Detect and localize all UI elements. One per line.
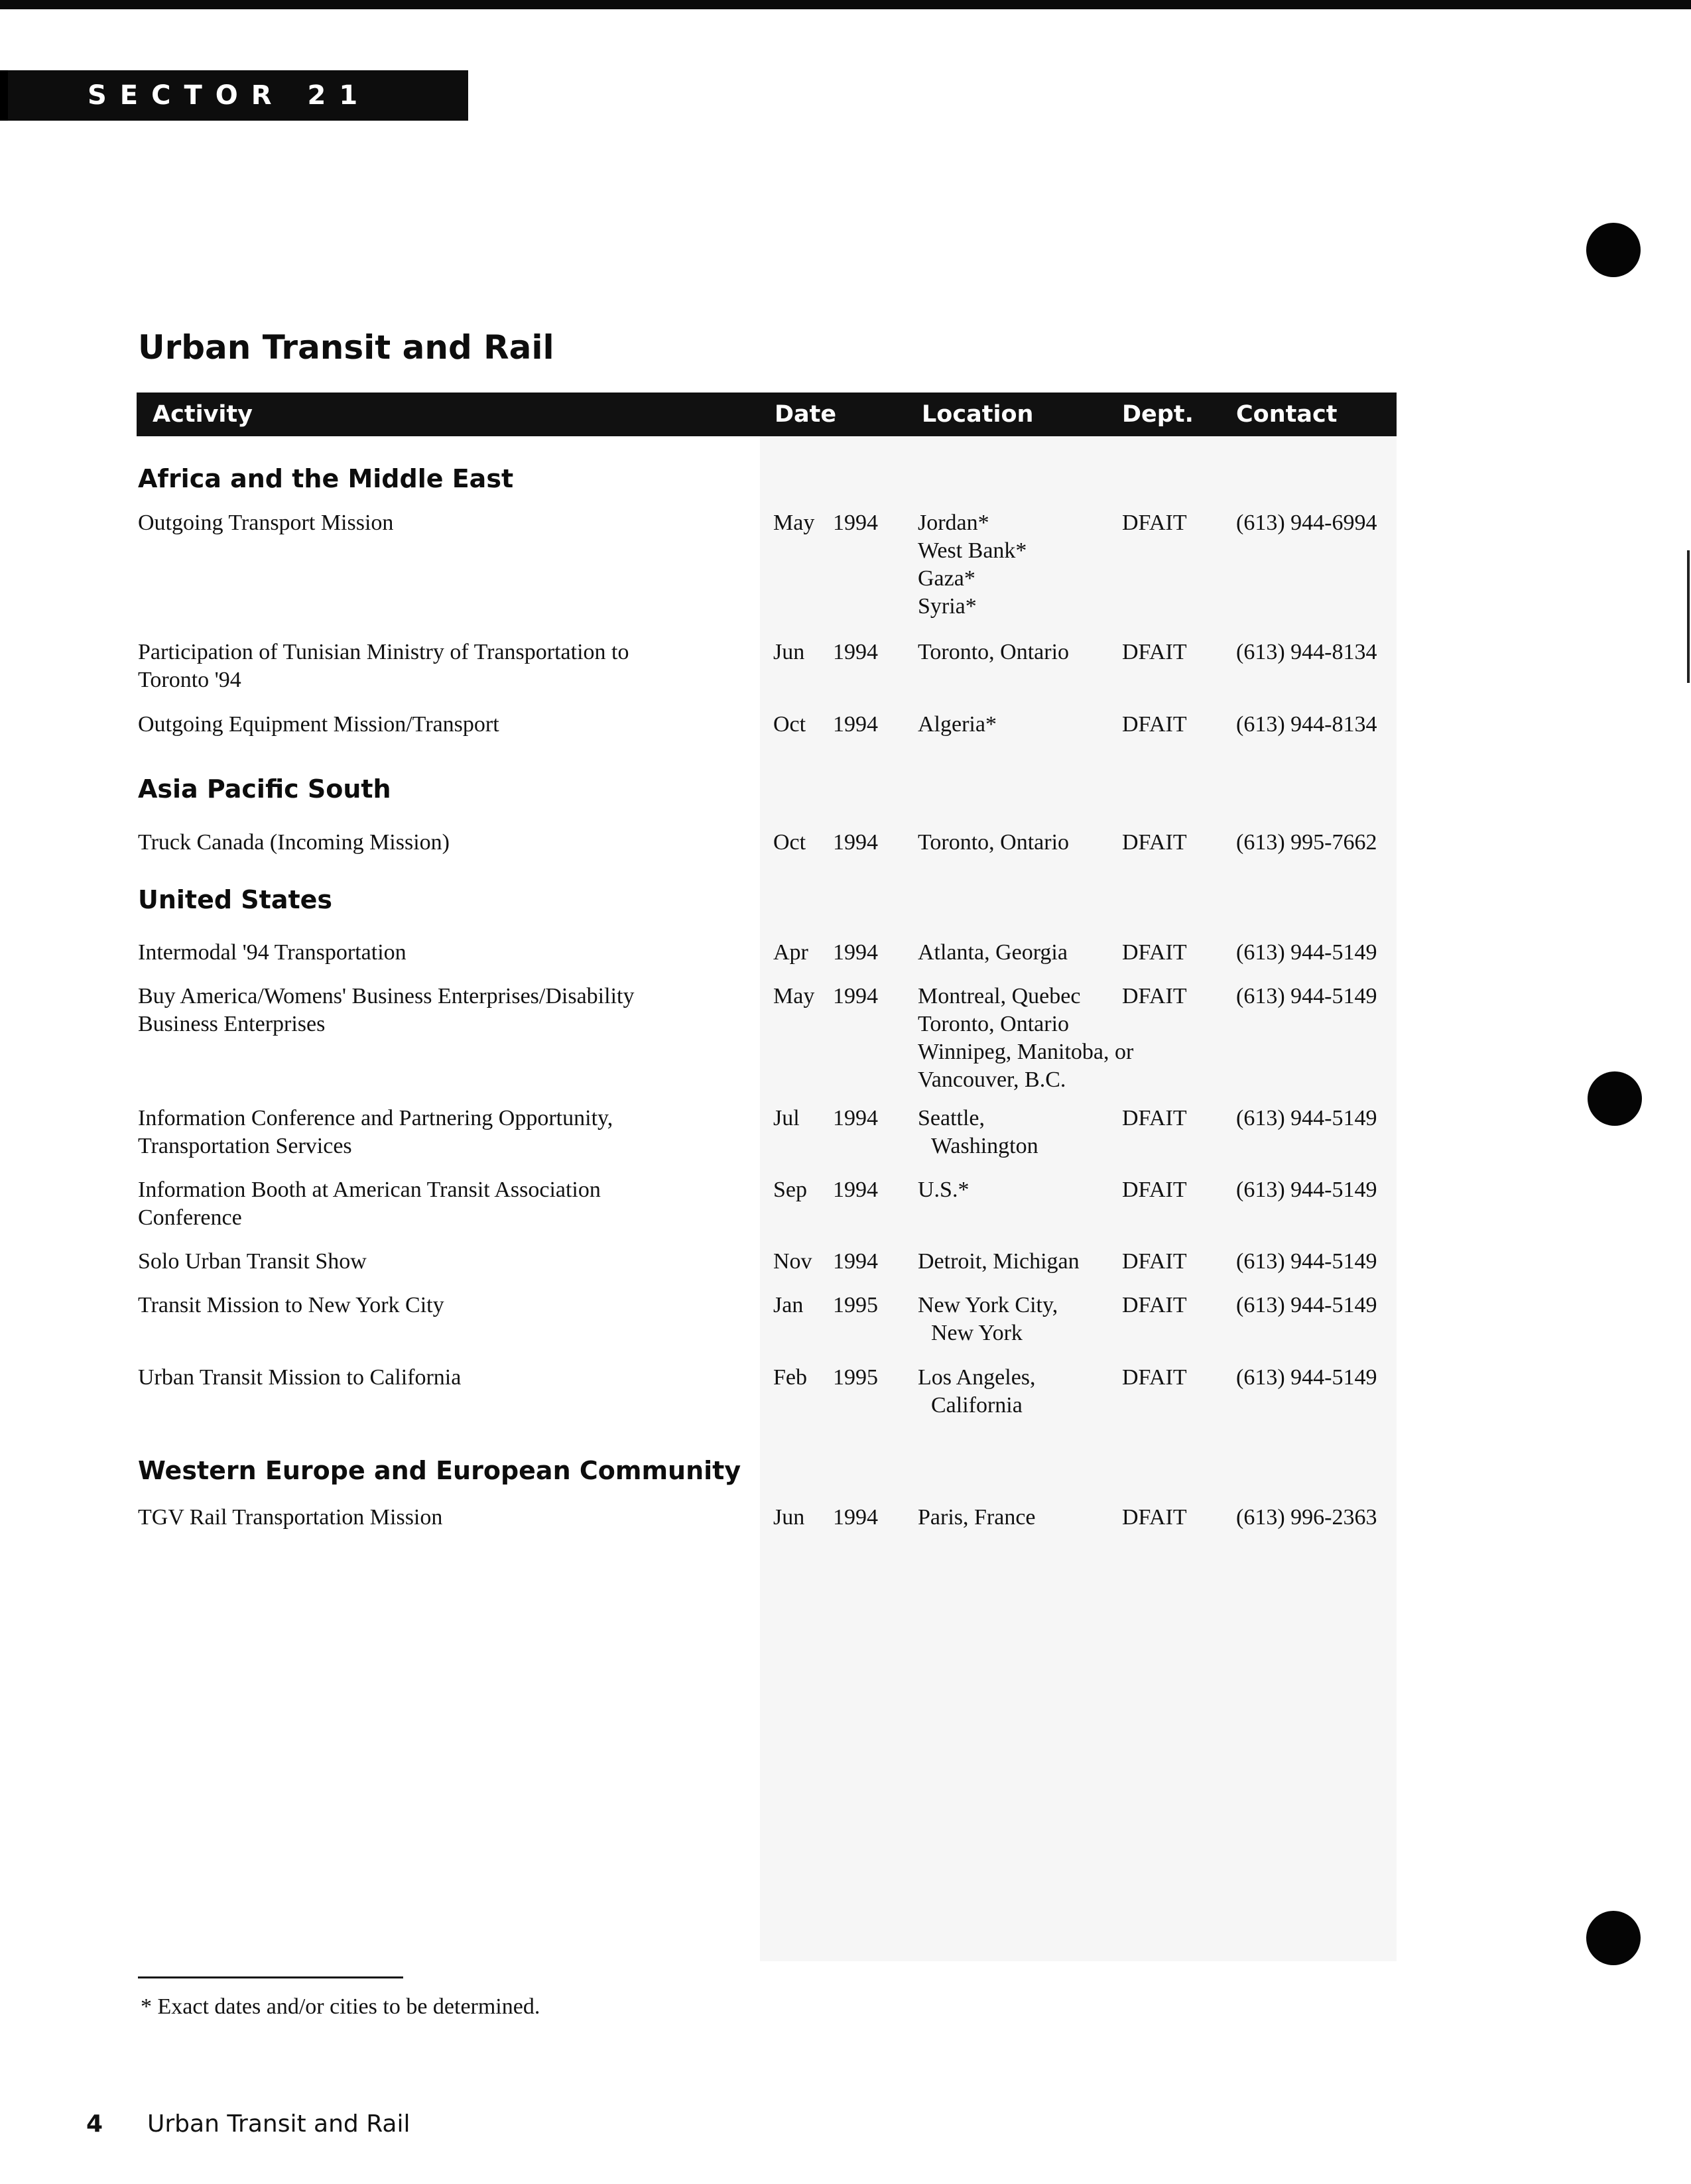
date-year-cell: 1994 [833, 1178, 878, 1202]
dept-cell: DFAIT [1122, 511, 1187, 535]
location-cell: Seattle, [918, 1106, 985, 1130]
edge-mark [1687, 550, 1690, 683]
binder-hole-icon [1586, 223, 1641, 277]
date-month-cell: Feb [773, 1365, 807, 1390]
activity-cell: Truck Canada (Incoming Mission) [138, 830, 450, 855]
activity-cell: Outgoing Equipment Mission/Transport [138, 712, 499, 737]
contact-cell: (613) 995-7662 [1236, 830, 1377, 855]
location-cell: Toronto, Ontario [918, 640, 1070, 664]
date-month-cell: Nov [773, 1249, 812, 1274]
date-month-cell: Sep [773, 1178, 807, 1202]
activity-cell: Business Enterprises [138, 1012, 326, 1036]
date-year-cell: 1994 [833, 940, 878, 965]
date-month-cell: Oct [773, 712, 806, 737]
location-cell: Winnipeg, Manitoba, or [918, 1040, 1134, 1064]
location-cell: Washington [931, 1134, 1038, 1158]
location-cell: Algeria* [918, 712, 997, 737]
location-cell: Detroit, Michigan [918, 1249, 1080, 1274]
location-cell: New York [931, 1321, 1023, 1345]
dept-cell: DFAIT [1122, 1178, 1187, 1202]
location-cell: Vancouver, B.C. [918, 1067, 1066, 1092]
activity-cell: Toronto '94 [138, 668, 241, 692]
date-month-cell: May [773, 984, 815, 1008]
activity-cell: Intermodal '94 Transportation [138, 940, 407, 965]
dept-cell: DFAIT [1122, 1106, 1187, 1130]
contact-cell: (613) 944-5149 [1236, 1365, 1377, 1390]
column-header-contact: Contact [1236, 401, 1338, 428]
activity-cell: TGV Rail Transportation Mission [138, 1505, 443, 1530]
location-cell: Jordan* [918, 511, 989, 535]
date-month-cell: Jan [773, 1293, 804, 1317]
activity-cell: Outgoing Transport Mission [138, 511, 394, 535]
date-year-cell: 1994 [833, 984, 878, 1008]
date-year-cell: 1994 [833, 712, 878, 737]
page-title: Urban Transit and Rail [138, 328, 554, 367]
location-cell: Toronto, Ontario [918, 1012, 1070, 1036]
activity-cell: Participation of Tunisian Ministry of Transportation to [138, 640, 629, 664]
activity-cell: Conference [138, 1205, 242, 1230]
running-title: Urban Transit and Rail [147, 2110, 410, 2138]
location-cell: New York City, [918, 1293, 1058, 1317]
activity-cell: Urban Transit Mission to California [138, 1365, 462, 1390]
dept-cell: DFAIT [1122, 640, 1187, 664]
date-year-cell: 1994 [833, 1505, 878, 1530]
location-cell: Paris, France [918, 1505, 1036, 1530]
location-cell: Atlanta, Georgia [918, 940, 1068, 965]
date-month-cell: May [773, 511, 815, 535]
left-edge-mark [0, 70, 8, 121]
section-heading: Western Europe and European Community [138, 1456, 741, 1485]
location-cell: Los Angeles, [918, 1365, 1036, 1390]
activity-cell: Transportation Services [138, 1134, 352, 1158]
contact-cell: (613) 944-5149 [1236, 1106, 1377, 1130]
activity-cell: Information Conference and Partnering Opportunity, [138, 1106, 613, 1130]
binder-hole-icon [1588, 1071, 1642, 1126]
dept-cell: DFAIT [1122, 1293, 1187, 1317]
location-cell: West Bank* [918, 538, 1027, 563]
date-year-cell: 1995 [833, 1293, 878, 1317]
table-header [137, 393, 1397, 436]
date-year-cell: 1995 [833, 1365, 878, 1390]
location-cell: Montreal, Quebec [918, 984, 1081, 1008]
footnote-rule [138, 1976, 403, 1978]
date-month-cell: Apr [773, 940, 808, 965]
location-cell: Syria* [918, 594, 977, 619]
contact-cell: (613) 944-5149 [1236, 1178, 1377, 1202]
top-rule [0, 0, 1691, 9]
dept-cell: DFAIT [1122, 1505, 1187, 1530]
location-cell: Gaza* [918, 566, 975, 591]
location-cell: U.S.* [918, 1178, 970, 1202]
date-month-cell: Jun [773, 1505, 805, 1530]
date-month-cell: Jun [773, 640, 805, 664]
footnote: * Exact dates and/or cities to be determined. [141, 1994, 540, 2019]
date-year-cell: 1994 [833, 830, 878, 855]
activity-cell: Solo Urban Transit Show [138, 1249, 367, 1274]
section-heading: Asia Pacific South [138, 774, 391, 804]
date-year-cell: 1994 [833, 1106, 878, 1130]
activity-cell: Transit Mission to New York City [138, 1293, 444, 1317]
section-heading: United States [138, 885, 333, 914]
sector-label: SECTOR 21 [0, 70, 468, 121]
column-header-location: Location [922, 401, 1034, 428]
dept-cell: DFAIT [1122, 830, 1187, 855]
date-year-cell: 1994 [833, 511, 878, 535]
activity-cell: Buy America/Womens' Business Enterprises/Disability [138, 984, 635, 1008]
date-year-cell: 1994 [833, 640, 878, 664]
activity-cell: Information Booth at American Transit Association [138, 1178, 601, 1202]
page-number: 4 [86, 2110, 103, 2138]
contact-cell: (613) 944-5149 [1236, 1293, 1377, 1317]
dept-cell: DFAIT [1122, 1365, 1187, 1390]
contact-cell: (613) 944-5149 [1236, 984, 1377, 1008]
binder-hole-icon [1586, 1911, 1641, 1965]
location-cell: Toronto, Ontario [918, 830, 1070, 855]
contact-cell: (613) 996-2363 [1236, 1505, 1377, 1530]
location-cell: California [931, 1393, 1023, 1418]
dept-cell: DFAIT [1122, 940, 1187, 965]
dept-cell: DFAIT [1122, 1249, 1187, 1274]
contact-cell: (613) 944-6994 [1236, 511, 1377, 535]
contact-cell: (613) 944-5149 [1236, 1249, 1377, 1274]
contact-cell: (613) 944-5149 [1236, 940, 1377, 965]
column-header-activity: Activity [153, 401, 253, 428]
column-header-date: Date [775, 401, 837, 428]
contact-cell: (613) 944-8134 [1236, 640, 1377, 664]
section-heading: Africa and the Middle East [138, 464, 514, 493]
column-header-dept: Dept. [1122, 401, 1194, 428]
dept-cell: DFAIT [1122, 984, 1187, 1008]
date-month-cell: Oct [773, 830, 806, 855]
dept-cell: DFAIT [1122, 712, 1187, 737]
contact-cell: (613) 944-8134 [1236, 712, 1377, 737]
date-month-cell: Jul [773, 1106, 800, 1130]
date-year-cell: 1994 [833, 1249, 878, 1274]
